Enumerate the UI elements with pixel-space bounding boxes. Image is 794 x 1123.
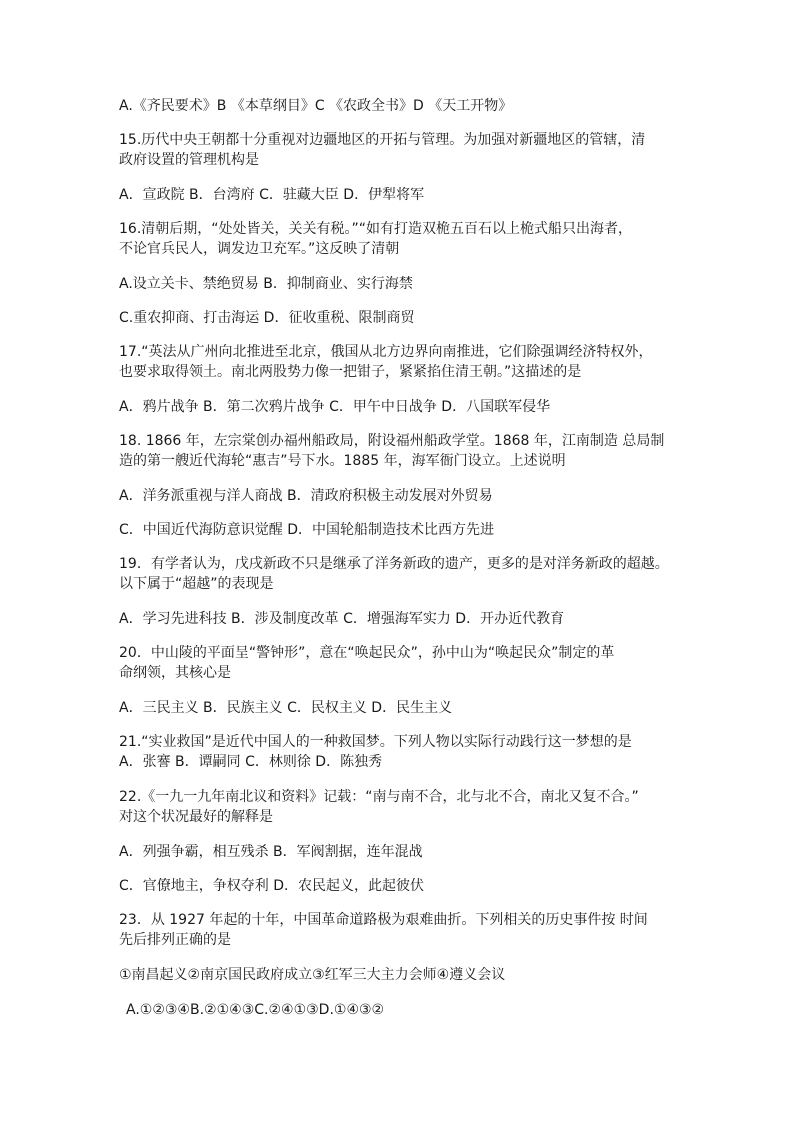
q22-stem-line-1: 22.《一九一九年南北议和资料》记载：“南与南不合，北与北不合，南北又复不合。” xyxy=(119,789,639,805)
q19-stem-line-2: 以下属于“超越”的表现是 xyxy=(119,576,274,592)
q19-stem-line-1: 19．有学者认为，戊戌新政不只是继承了洋务新政的遗产，更多的是对洋务新政的超越。 xyxy=(119,556,669,572)
q23-stem-line-1: 23．从 1927 年起的十年，中国革命道路极为艰难曲折。下列相关的历史事件按 时间 xyxy=(119,912,648,928)
q18-options-cd: C．中国近代海防意识觉醒 D．中国轮船制造技术比西方先进 xyxy=(119,522,495,538)
q17-stem-line-1: 17.“英法从广州向北推进至北京，俄国从北方边界向南推进，它们除强调经济特权外， xyxy=(119,344,653,360)
q21-options: A．张謇 B．谭嗣同 C．林则徐 D．陈独秀 xyxy=(119,754,383,770)
q15-options: A．宣政院 B．台湾府 C．驻藏大臣 D．伊犁将军 xyxy=(119,187,425,203)
q20-stem-line-1: 20．中山陵的平面呈“警钟形”，意在“唤起民众”，孙中山为“唤起民众”制定的革 xyxy=(119,645,615,661)
q22-stem-line-2: 对这个状况最好的解释是 xyxy=(119,809,273,825)
q23-stem-line-2: 先后排列正确的是 xyxy=(119,932,231,948)
q17-stem-line-2: 也要求取得领土。南北两股势力像一把钳子，紧紧掐住清王朝。”这描述的是 xyxy=(119,364,582,380)
q17-options: A．鸦片战争 B．第二次鸦片战争 C．甲午中日战争 D．八国联军侵华 xyxy=(119,399,551,415)
q20-options: A．三民主义 B．民族主义 C．民权主义 D．民生主义 xyxy=(119,700,453,716)
q18-options-ab: A．洋务派重视与洋人商战 B．清政府积极主动发展对外贸易 xyxy=(119,488,493,504)
q22-options-ab: A．列强争霸，相互残杀 B．军阀割据，连年混战 xyxy=(119,844,423,860)
q19-options: A．学习先进科技 B．涉及制度改革 C．增强海军实力 D．开办近代教育 xyxy=(119,611,565,627)
q15-stem-line-1: 15.历代中央王朝都十分重视对边疆地区的开拓与管理。为加强对新疆地区的管辖，清 xyxy=(119,132,646,148)
q23-options: A.①②③④B.②①④③C.②④①③D.①④③② xyxy=(126,1002,385,1018)
q20-stem-line-2: 命纲领，其核心是 xyxy=(119,665,231,681)
q16-options-cd: C.重农抑商、打击海运 D．征收重税、限制商贸 xyxy=(119,310,415,326)
q21-stem: 21.“实业救国”是近代中国人的一种救国梦。下列人物以实际行动践行这一梦想的是 xyxy=(119,734,632,750)
q16-stem-line-2: 不论官兵民人，调发边卫充军。”这反映了清朝 xyxy=(119,241,400,257)
q16-stem-line-1: 16.清朝后期，“处处皆关，关关有税。”“如有打造双桅五百石以上桅式船只出海者， xyxy=(119,221,633,237)
q18-stem-line-2: 造的第一艘近代海轮“惠吉”号下水。1885 年，海军衙门设立。上述说明 xyxy=(119,453,566,469)
q18-stem-line-1: 18. 1866 年，左宗棠创办福州船政局，附设福州船政学堂。1868 年，江南制造 总局制 xyxy=(119,433,665,449)
q14-options: A.《齐民要术》B 《本草纲目》C 《农政全书》D 《天工开物》 xyxy=(119,98,513,114)
q15-stem-line-2: 政府设置的管理机构是 xyxy=(119,152,259,168)
q16-options-ab: A.设立关卡、禁绝贸易 B．抑制商业、实行海禁 xyxy=(119,276,413,292)
q23-events: ①南昌起义②南京国民政府成立③红军三大主力会师④遵义会议 xyxy=(119,967,506,983)
q22-options-cd: C．官僚地主，争权夺利 D．农民起义，此起彼伏 xyxy=(119,878,425,894)
